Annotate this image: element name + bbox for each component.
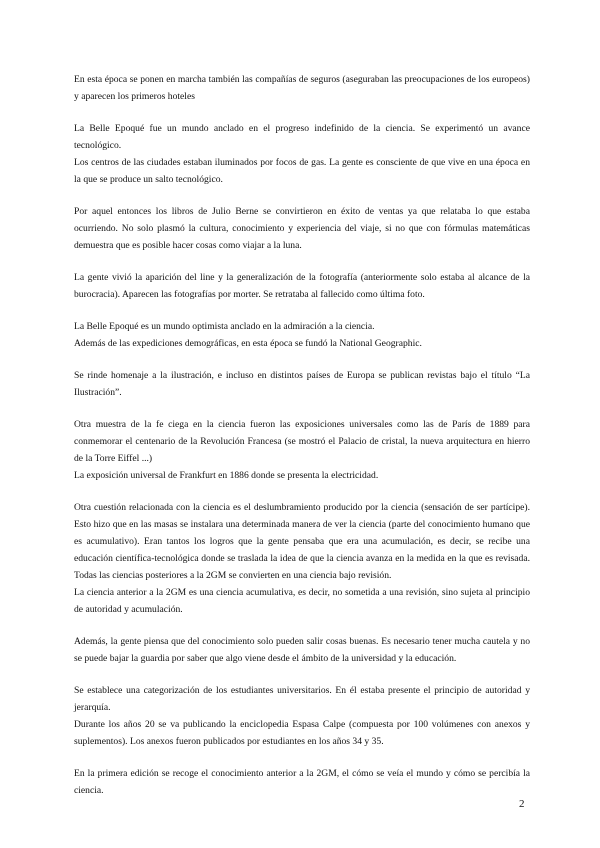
text-line: Los centros de las ciudades estaban iluminados por focos de gas. La gente es consciente de que vive en una época en la que se produce un salto tecnológico. (74, 157, 530, 185)
text-line: La gente vivió la aparición del line y la generalización de la fotografía (anteriormente solo estaba al alcance de la burocracia). Aparecen las fotografías por morter. Se retrataba al fallecido como última foto. (74, 272, 530, 300)
paragraph-knowledge-caution (74, 633, 530, 667)
paragraph-science-fascination (74, 499, 530, 618)
page-number: 2 (519, 798, 525, 810)
paragraph-first-edition (74, 765, 530, 799)
paragraph-optimism-national-geographic (74, 318, 530, 352)
document-body (74, 71, 530, 814)
text-line: La ciencia anterior a la 2GM es una ciencia acumulativa, es decir, no sometida a una revisión, sino sujeta al principio de autoridad y acumulación. (74, 587, 530, 615)
text-line: Además de las expediciones demográficas, en esta época se fundó la National Geographic. (74, 338, 422, 349)
text-line: Otra muestra de la fe ciega en la ciencia fueron las exposiciones universales como las de París de 1889 para conmemorar el centenario de la Revolución Francesa (se mostró el Palacio de cristal, la nueva arquitectura en hierro de la Torre Eiffel ...) (74, 419, 530, 464)
text-line: Además, la gente piensa que del conocimiento solo pueden salir cosas buenas. Es necesario tener mucha cautela y no se puede bajar la guardia por saber que algo viene desde el ámbito de la universidad y la educación. (74, 636, 530, 664)
text-line: Otra cuestión relacionada con la ciencia es el deslumbramiento producido por la ciencia (sensación de ser partícipe). Esto hizo que en las masas se instalara una determinada manera de ver la ciencia (parte del conocimiento humano que es acumulativo). Eran tantos los logros que la gente pensaba que era una acumulación, es decir, se recibe una educación científica-tecnológica donde se traslada la idea de que la ciencia avanza en la medida en la que es revisada. Todas las ciencias posteriores a la 2GM se convierten en una ciencia bajo revisión. (74, 502, 530, 581)
text-line: En esta época se ponen en marcha también las compañías de seguros (aseguraban las preocupaciones de los europeos) y aparecen los primeros hoteles (74, 74, 530, 102)
text-line: La exposición universal de Frankfurt en 1886 donde se presenta la electricidad. (74, 470, 379, 481)
paragraph-ilustracion (74, 367, 530, 401)
paragraph-belle-epoque-progress (74, 120, 530, 188)
text-line: Se rinde homenaje a la ilustración, e incluso en distintos países de Europa se publican revistas bajo el título “La Ilustración”. (74, 370, 530, 398)
text-line: La Belle Epoqué fue un mundo anclado en el progreso indefinido de la ciencia. Se experimentó un avance tecnológico. (74, 123, 530, 151)
paragraph-universal-exhibitions (74, 416, 530, 484)
paragraph-insurance-hotels (74, 71, 530, 105)
text-line: En la primera edición se recoge el conocimiento anterior a la 2GM, el cómo se veía el mundo y cómo se percibía la ciencia. (74, 768, 530, 796)
paragraph-espasa-calpe (74, 682, 530, 750)
paragraph-julio-berne (74, 203, 530, 254)
text-line: Por aquel entonces los libros de Julio Berne se convirtieron en éxito de ventas ya que relataba lo que estaba ocurriendo. No solo plasmó la cultura, conocimiento y experiencia del viaje, si no que con fórmulas matemáticas demuestra que es posible hacer cosas como viajar a la luna. (74, 206, 530, 251)
text-line: La Belle Epoqué es un mundo optimista anclado en la admiración a la ciencia. (74, 321, 375, 332)
text-line: Durante los años 20 se va publicando la enciclopedia Espasa Calpe (compuesta por 100 volúmenes con anexos y suplementos). Los anexos fueron publicados por estudiantes en los años 34 y 35. (74, 719, 530, 747)
paragraph-photography (74, 269, 530, 303)
text-line: Se establece una categorización de los estudiantes universitarios. En él estaba presente el principio de autoridad y jerarquía. (74, 685, 530, 713)
